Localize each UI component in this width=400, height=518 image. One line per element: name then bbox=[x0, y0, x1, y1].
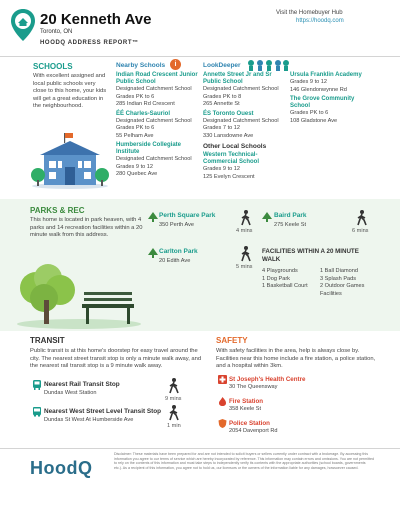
nearby-schools-title: Nearby Schools bbox=[116, 62, 166, 69]
park-name[interactable]: Baird Park bbox=[274, 212, 307, 219]
facilities-title: FACILITIES WITHIN A 20 MINUTE WALK bbox=[262, 248, 359, 263]
facility-item: 1 Basketball Court bbox=[262, 283, 308, 289]
page-title: 20 Kenneth Ave bbox=[40, 11, 152, 28]
walker-icon bbox=[240, 210, 252, 226]
safety-item-address: 30 The Queensway bbox=[229, 384, 278, 390]
city-label: Toronto, ON bbox=[40, 29, 73, 35]
tree-icon bbox=[262, 212, 272, 222]
safety-title: SAFETY bbox=[216, 336, 248, 345]
school-column-1 bbox=[116, 72, 200, 179]
train-icon bbox=[32, 380, 42, 390]
school-entry[interactable]: Humberside Collegiate Institute Designated Catchment School Grades 9 to 12 280 Quebec Ave bbox=[116, 142, 192, 177]
police-badge-icon bbox=[218, 419, 227, 428]
safety-item-address: 2054 Davenport Rd bbox=[229, 428, 278, 434]
safety-item-address: 358 Keele St bbox=[229, 406, 262, 412]
rail-stop-title: Nearest Rail Transit Stop bbox=[44, 381, 120, 388]
street-stop-name[interactable]: Dundas St West At Humberside Ave bbox=[44, 417, 134, 423]
transit-title: TRANSIT bbox=[30, 336, 65, 345]
school-column-2 bbox=[203, 72, 281, 181]
walk-time: 5 mins bbox=[236, 264, 253, 270]
schools-title: SCHOOLS bbox=[33, 62, 73, 71]
fire-icon bbox=[218, 397, 227, 406]
park-address: 20 Edith Ave bbox=[159, 258, 191, 264]
school-entry[interactable]: ÉS Toronto Ouest Designated Catchment School Grades 7 to 12 330 Lansdowne Ave bbox=[203, 110, 279, 139]
walk-time: 6 mins bbox=[352, 228, 369, 234]
park-illustration-icon bbox=[14, 250, 144, 330]
school-column-3 bbox=[290, 72, 374, 125]
school-entry[interactable]: Ursula Franklin Academy Grades 9 to 12 146 Glendonwynne Rd bbox=[290, 72, 362, 93]
header-divider bbox=[0, 56, 400, 57]
schools-description: With excellent assigned and local public schools very close to this home, your kids will get a great education in the neighbourhood. bbox=[33, 73, 107, 110]
lookdeeper-title[interactable]: LookDeeper bbox=[203, 62, 241, 69]
school-entry[interactable]: ÉÉ Charles-Sauriol Designated Catchment School Grades PK to 6 55 Pelham Ave bbox=[116, 110, 192, 139]
walk-time: 9 mins bbox=[165, 396, 182, 402]
hub-label: Visit the Homebuyer Hub bbox=[276, 10, 343, 16]
safety-item-name[interactable]: St Joseph's Health Centre bbox=[229, 376, 306, 383]
school-building-icon bbox=[30, 131, 110, 189]
safety-item-name[interactable]: Fire Station bbox=[229, 398, 264, 405]
footer-divider bbox=[0, 448, 400, 449]
transit-description: Public transit is at this home's doorstep for easy travel around the city. The nearest street transit stop is only a minute walk away, and the nearest rail transit stop is a 9 minute walk away. bbox=[30, 348, 202, 370]
info-icon[interactable]: i bbox=[170, 59, 181, 70]
bus-icon bbox=[32, 407, 42, 417]
school-entry[interactable]: Indian Road Crescent Junior Public School Designated Catchment School Grades PK to 6 285 Indian Rd Crescent bbox=[116, 72, 198, 107]
other-schools-title: Other Local Schools bbox=[203, 143, 267, 150]
safety-description: With safety facilities in the area, help is always close by. Facilities near this home include a fire station, a police station, and a hospital within 3km. bbox=[216, 348, 376, 370]
tree-icon bbox=[148, 248, 158, 258]
facility-item: 1 Ball Diamond bbox=[320, 268, 358, 274]
school-entry[interactable]: Annette Street Jr and Sr Public School Designated Catchment School Grades PK to 8 265 Annette St bbox=[203, 72, 279, 107]
parks-title: PARKS & REC bbox=[30, 206, 85, 215]
walk-time: 1 min bbox=[167, 423, 181, 429]
school-entry[interactable]: Western Technical-Commercial School Grades 9 to 12 125 Evelyn Crescent bbox=[203, 152, 260, 180]
hoodq-logo: HoodQ bbox=[30, 458, 93, 478]
safety-item-name[interactable]: Police Station bbox=[229, 420, 270, 427]
walker-icon bbox=[168, 378, 180, 394]
park-name[interactable]: Carlton Park bbox=[159, 248, 198, 255]
facility-item: 1 Dog Park bbox=[262, 275, 290, 282]
walk-time: 4 mins bbox=[236, 228, 253, 234]
hospital-icon bbox=[218, 375, 227, 384]
school-entry[interactable]: The Grove Community School Grades PK to 6 108 Gladstone Ave bbox=[290, 96, 355, 124]
disclaimer-text: Disclaimer: These materials have been prepared for and are not intended to solicit buyers or sellers currently under contract with a brokerage. By accessing this information you agree to our terms of service which are hereby incorporated by reference. This information may contain errors and omissions. You are not permitted to rely on the contents of this information and must take steps to independently verify its contents with the appropriate authorities (school boards, governments etc.). As a recipient of this information, you agree not to hold us, our licensors or the owners of the information liable for any damages, howsoever caused. bbox=[114, 452, 375, 470]
rail-stop-name[interactable]: Dundas West Station bbox=[44, 390, 97, 396]
parks-description: This home is located in park heaven, with 4 parks and 14 recreation facilities within a 20 minute walk from this address. bbox=[30, 217, 143, 239]
hub-link[interactable]: https://hoodq.com bbox=[296, 18, 344, 24]
street-stop-title: Nearest West Street Level Transit Stop bbox=[44, 408, 162, 415]
lookdeeper-icons bbox=[246, 58, 290, 72]
tree-icon bbox=[148, 212, 158, 222]
park-address: 350 Perth Ave bbox=[159, 222, 195, 228]
walker-icon bbox=[240, 246, 252, 262]
walker-icon bbox=[168, 405, 180, 421]
facility-item: 2 Outdoor Games Facilities bbox=[320, 283, 365, 297]
walker-icon bbox=[356, 210, 368, 226]
park-name[interactable]: Perth Square Park bbox=[159, 212, 216, 219]
facilities-list bbox=[262, 268, 387, 298]
location-pin-icon bbox=[10, 8, 36, 42]
facility-item: 4 Playgrounds bbox=[262, 268, 298, 274]
park-address: 275 Keele St bbox=[274, 222, 307, 228]
report-label: HOODQ ADDRESS REPORT™ bbox=[40, 40, 139, 46]
facility-item: 3 Splash Pads bbox=[320, 275, 357, 282]
